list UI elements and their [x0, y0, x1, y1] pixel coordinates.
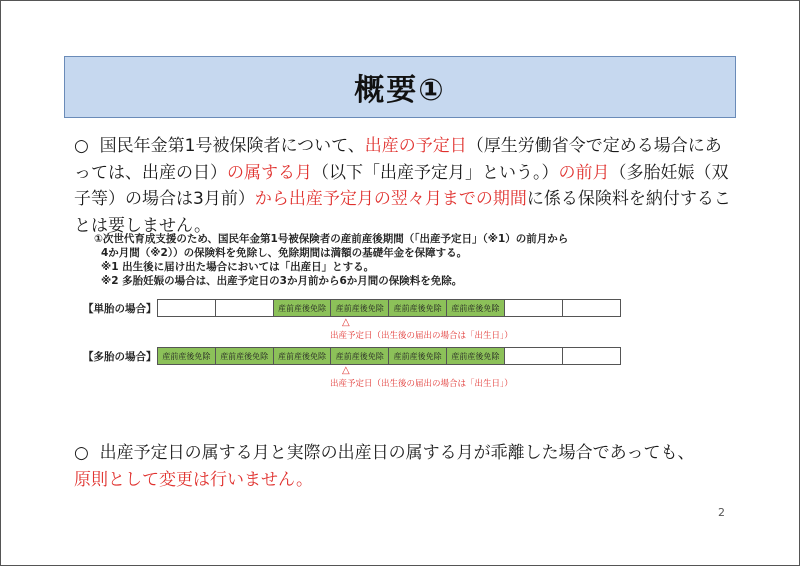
due-date-note: 出産予定日（出生後の届出の場合は「出生日」） — [330, 379, 513, 389]
timeline-cell-exempt: 産前産後免除 — [216, 348, 274, 364]
note-line: ※1 出生後に届け出た場合においては「出産日」とする。 — [101, 261, 375, 273]
multiple-birth-label: 【多胎の場合】 — [83, 351, 157, 363]
bullet-circle: ○ — [74, 443, 89, 463]
note-line: ①次世代育成支援のため、国民年金第1号被保険者の産前産後期間（「出産予定日」（※1）の前月から — [94, 233, 569, 245]
single-birth-label: 【単胎の場合】 — [83, 303, 157, 315]
due-date-note: 出産予定日（出生後の届出の場合は「出生日」） — [330, 331, 513, 341]
due-date-marker: △ — [342, 317, 350, 328]
notes-block — [94, 232, 714, 288]
due-date-marker: △ — [342, 365, 350, 376]
timeline-cell-exempt: 産前産後免除 — [447, 300, 505, 316]
paragraph-1 — [74, 133, 734, 239]
timeline-cell — [505, 300, 563, 316]
timeline-cell-exempt: 産前産後免除 — [274, 348, 332, 364]
timeline-cell — [505, 348, 563, 364]
para1-text-5: に係る保険料を納付することは要しません。 — [74, 189, 731, 236]
title-banner — [64, 56, 736, 118]
note-line: ※2 多胎妊娠の場合は、出産予定日の3か月前から6か月間の保険料を免除。 — [101, 275, 463, 287]
timeline-cell — [563, 348, 621, 364]
para1-highlight-4: から出産予定月の翌々月までの期間 — [254, 189, 527, 209]
timeline-cell — [158, 300, 216, 316]
para1-text-3: （以下「出産予定月」という。） — [312, 162, 559, 183]
para2-highlight-1: 原則として変更は行いません。 — [74, 469, 314, 490]
timeline-cell — [563, 300, 621, 316]
paragraph-2 — [74, 440, 734, 493]
note-line: 4か月間（※2））の保険料を免除し、免除期間は満額の基礎年金を保障する。 — [101, 247, 468, 259]
para1-text-2: （厚生労働省令で定める場合にあっては、出産の日） — [74, 136, 722, 183]
timeline-cell-exempt: 産前産後免除 — [331, 348, 389, 364]
timeline-cell-exempt: 産前産後免除 — [389, 348, 447, 364]
timeline-cell-exempt: 産前産後免除 — [274, 300, 332, 316]
single-birth-timeline — [157, 299, 621, 317]
timeline-cell-exempt: 産前産後免除 — [447, 348, 505, 364]
timeline-cell-exempt: 産前産後免除 — [158, 348, 216, 364]
para1-highlight-2: の属する月 — [227, 162, 312, 183]
timeline-cell-exempt: 産前産後免除 — [331, 300, 389, 316]
bullet-circle: ○ — [74, 136, 89, 156]
para1-text-1: 国民年金第1号被保険者について、 — [99, 136, 365, 156]
slide-title: 概要① — [354, 73, 446, 108]
page-number: 2 — [718, 506, 725, 519]
multiple-birth-timeline — [157, 347, 621, 365]
para1-highlight-3: の前月 — [558, 162, 610, 183]
para2-text-1: 出産予定日の属する月と実際の出産日の属する月が乖離した場合であっても、 — [99, 443, 695, 463]
timeline-cell — [216, 300, 274, 316]
para1-text-4: （多胎妊娠（双子等）の場合は3月前） — [74, 162, 729, 209]
timeline-cell-exempt: 産前産後免除 — [389, 300, 447, 316]
para1-highlight-1: 出産の予定日 — [364, 136, 467, 156]
